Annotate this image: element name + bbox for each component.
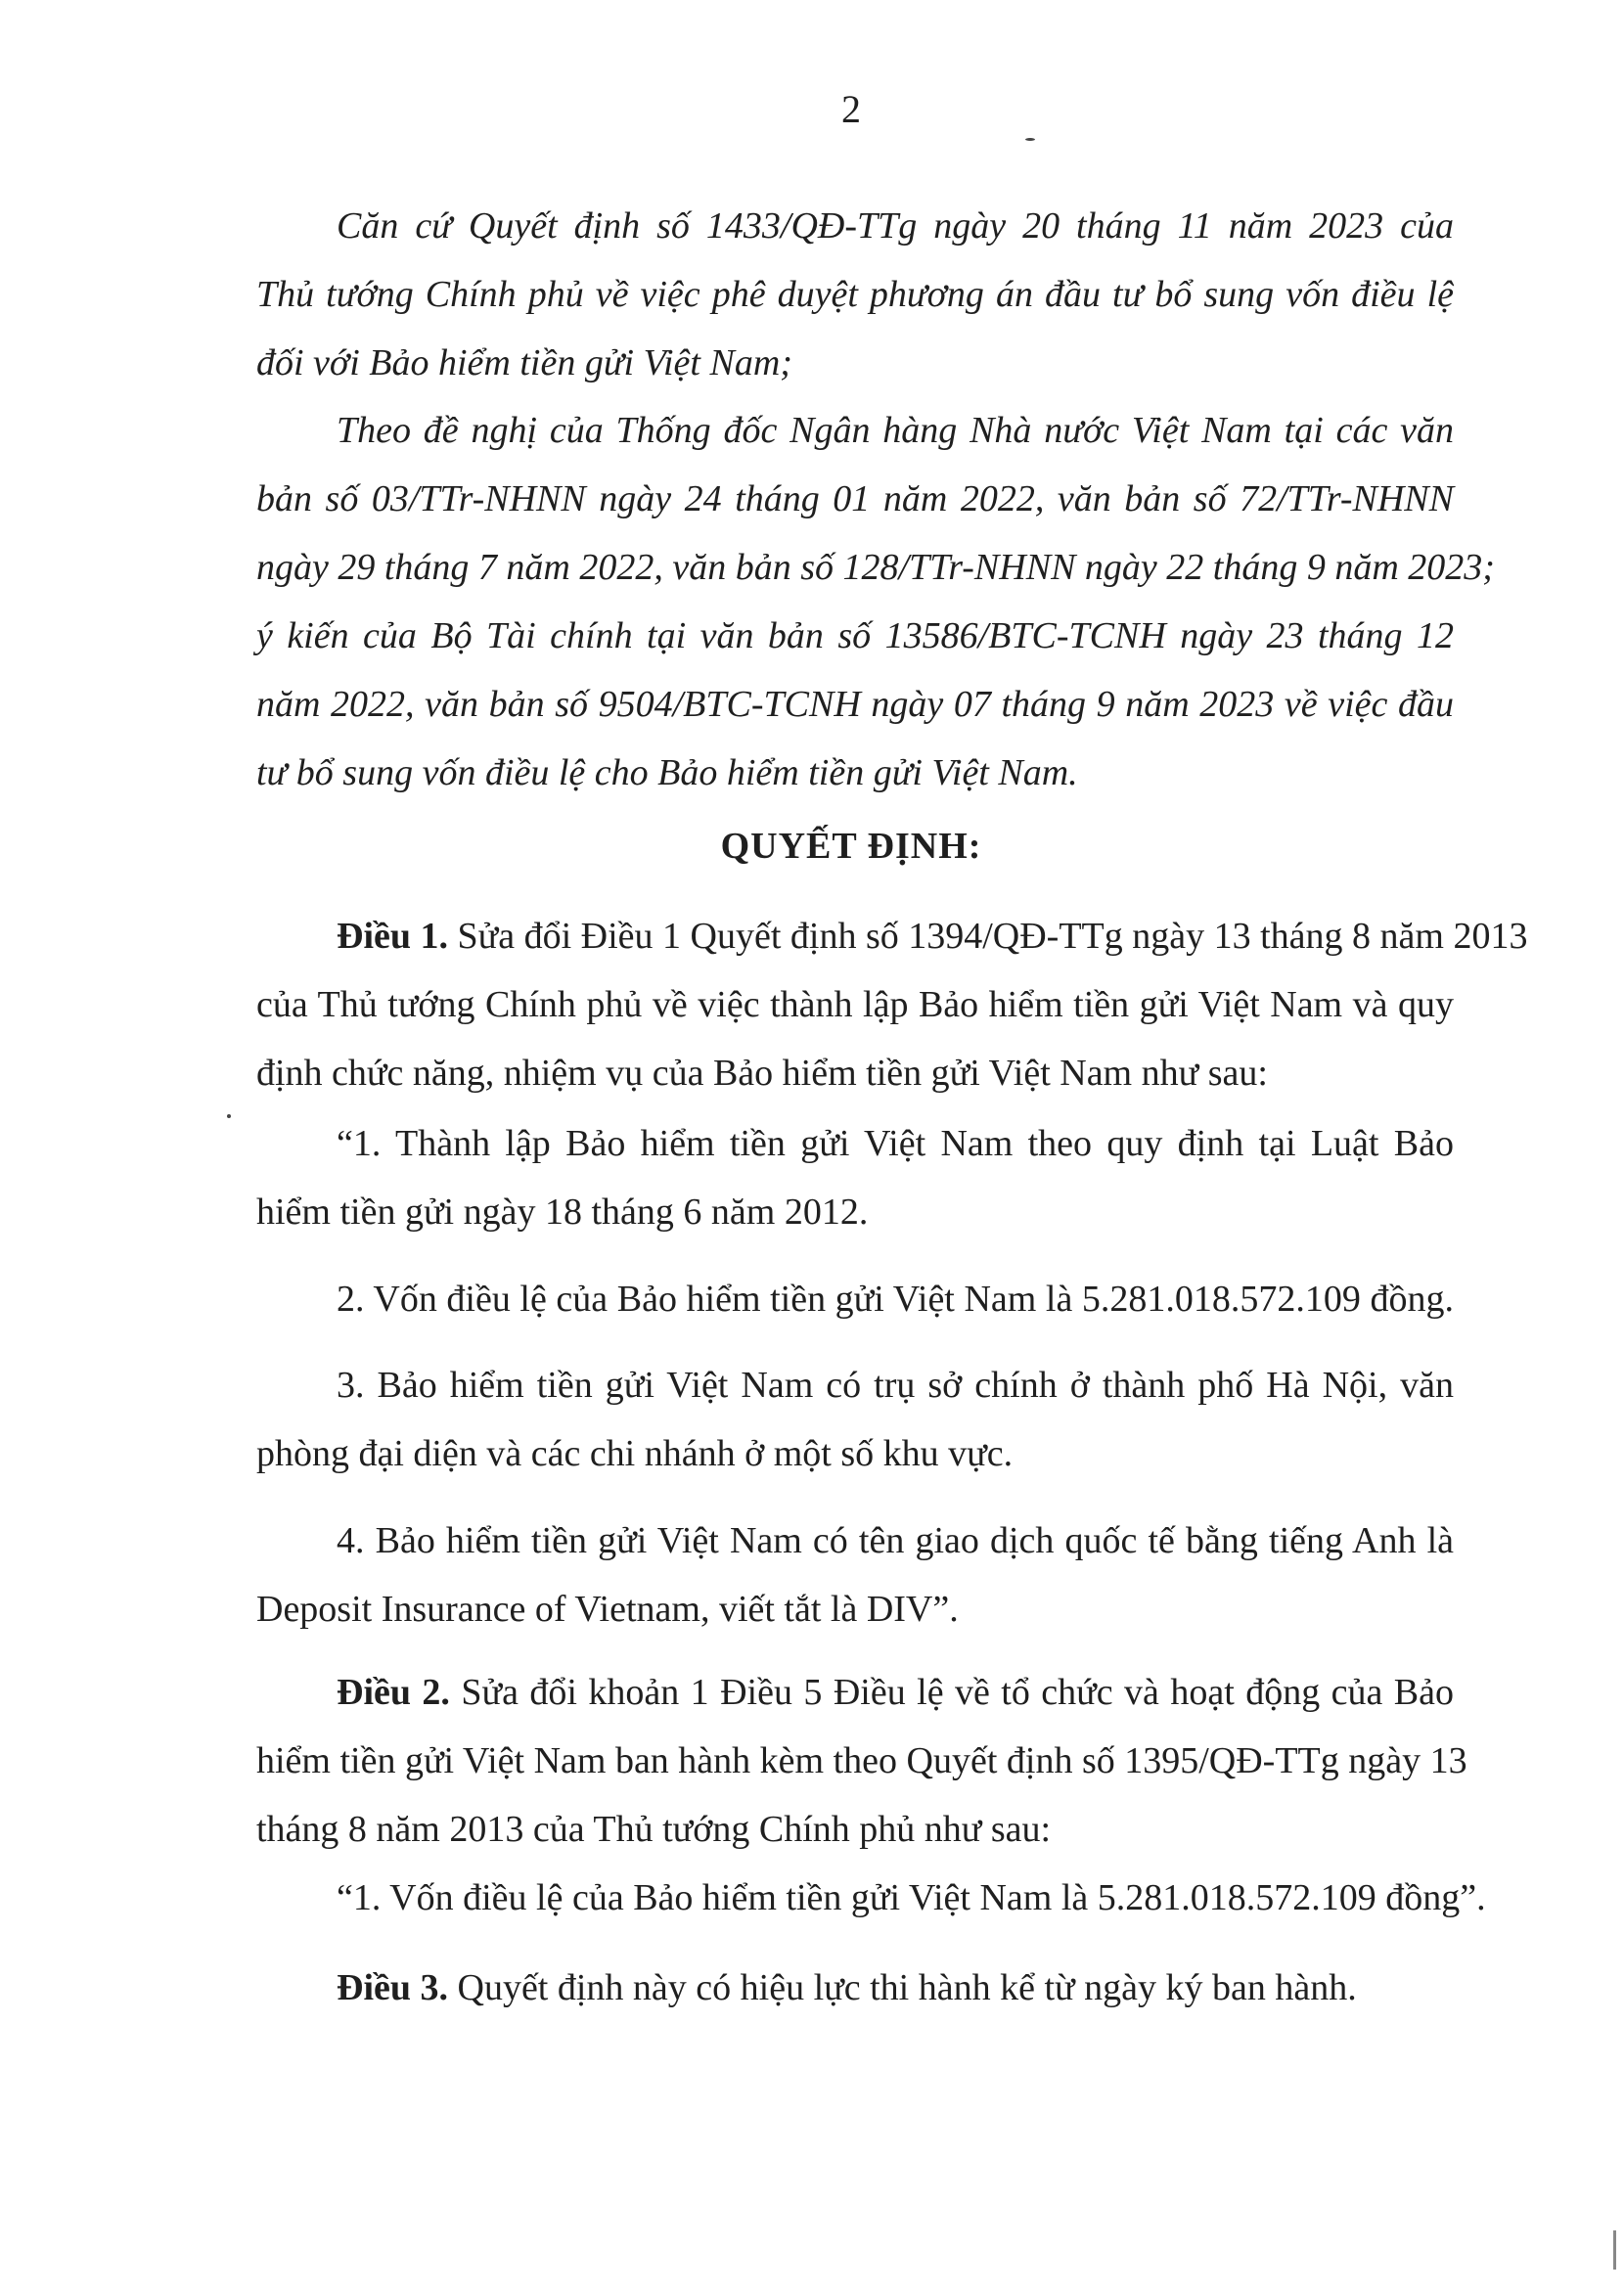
text-line (256, 1954, 1454, 2022)
scan-speck (1025, 138, 1035, 141)
article-label: Điều 3. (337, 1967, 448, 2008)
page-number: 2 (841, 87, 861, 131)
scan-edge-mark (1613, 2230, 1616, 2270)
text-line: 2. Vốn điều lệ của Bảo hiểm tiền gửi Việt Nam là 5.281.018.572.109 đồng. (337, 1279, 1454, 1320)
article-text: Quyết định này có hiệu lực thi hành kể từ ngày ký ban hành. (448, 1967, 1357, 2008)
text-line: đối với Bảo hiểm tiền gửi Việt Nam; (256, 342, 792, 383)
text-line: định chức năng, nhiệm vụ của Bảo hiểm tiền gửi Việt Nam như sau: (256, 1053, 1268, 1094)
decision-heading: QUYẾT ĐỊNH: (720, 826, 982, 867)
text-line: tháng 8 năm 2013 của Thủ tướng Chính phủ như sau: (256, 1809, 1052, 1850)
article-3 (256, 1954, 1454, 2022)
text-line: hiểm tiền gửi ngày 18 tháng 6 năm 2012. (256, 1192, 869, 1233)
article-2 (256, 1658, 1467, 1864)
article-1-item-4 (256, 1507, 1454, 1643)
text-line: hiểm tiền gửi Việt Nam ban hành kèm theo Quyết định số 1395/QĐ-TTg ngày 13 (256, 1740, 1467, 1781)
text-line: Deposit Insurance of Vietnam, viết tắt là DIV”. (256, 1589, 959, 1630)
preamble-paragraph-2 (256, 396, 1495, 807)
text-line: Căn cứ Quyết định số 1433/QĐ-TTg ngày 20 tháng 11 năm 2023 của (337, 205, 1454, 247)
text-line: 4. Bảo hiểm tiền gửi Việt Nam có tên giao dịch quốc tế bằng tiếng Anh là (337, 1520, 1454, 1561)
article-2-item-1 (256, 1864, 1486, 1932)
scan-speck (227, 1114, 231, 1118)
text-line: ý kiến của Bộ Tài chính tại văn bản số 13586/BTC-TCNH ngày 23 tháng 12 (256, 615, 1454, 656)
text-line: của Thủ tướng Chính phủ về việc thành lập Bảo hiểm tiền gửi Việt Nam và quy (256, 984, 1454, 1025)
text-line: năm 2022, văn bản số 9504/BTC-TCNH ngày 07 tháng 9 năm 2023 về việc đầu (256, 684, 1454, 725)
preamble-paragraph-1 (256, 192, 1454, 397)
article-label: Điều 1. (337, 916, 448, 957)
article-text: Sửa đổi khoản 1 Điều 5 Điều lệ về tổ chức và hoạt động của Bảo (449, 1672, 1454, 1713)
text-line (256, 1658, 1454, 1727)
article-1-item-2 (256, 1265, 1454, 1333)
article-text: Sửa đổi Điều 1 Quyết định số 1394/QĐ-TTg ngày 13 tháng 8 năm 2013 (448, 916, 1528, 957)
article-1 (256, 902, 1528, 1107)
article-label: Điều 2. (337, 1672, 450, 1713)
text-line: phòng đại diện và các chi nhánh ở một số khu vực. (256, 1433, 1014, 1474)
article-1-item-1 (256, 1109, 1454, 1246)
text-line: tư bổ sung vốn điều lệ cho Bảo hiểm tiền gửi Việt Nam. (256, 752, 1078, 793)
text-line: ngày 29 tháng 7 năm 2022, văn bản số 128/TTr-NHNN ngày 22 tháng 9 năm 2023; (256, 547, 1495, 588)
text-line (256, 902, 1528, 970)
text-line: “1. Vốn điều lệ của Bảo hiểm tiền gửi Việt Nam là 5.281.018.572.109 đồng”. (337, 1877, 1486, 1918)
text-line: Theo đề nghị của Thống đốc Ngân hàng Nhà nước Việt Nam tại các văn (337, 410, 1454, 451)
text-line: “1. Thành lập Bảo hiểm tiền gửi Việt Nam theo quy định tại Luật Bảo (337, 1123, 1454, 1164)
article-1-item-3 (256, 1351, 1454, 1488)
text-line: bản số 03/TTr-NHNN ngày 24 tháng 01 năm 2022, văn bản số 72/TTr-NHNN (256, 478, 1454, 519)
text-line: 3. Bảo hiểm tiền gửi Việt Nam có trụ sở chính ở thành phố Hà Nội, văn (337, 1365, 1454, 1406)
text-line: Thủ tướng Chính phủ về việc phê duyệt phương án đầu tư bổ sung vốn điều lệ (256, 274, 1454, 315)
